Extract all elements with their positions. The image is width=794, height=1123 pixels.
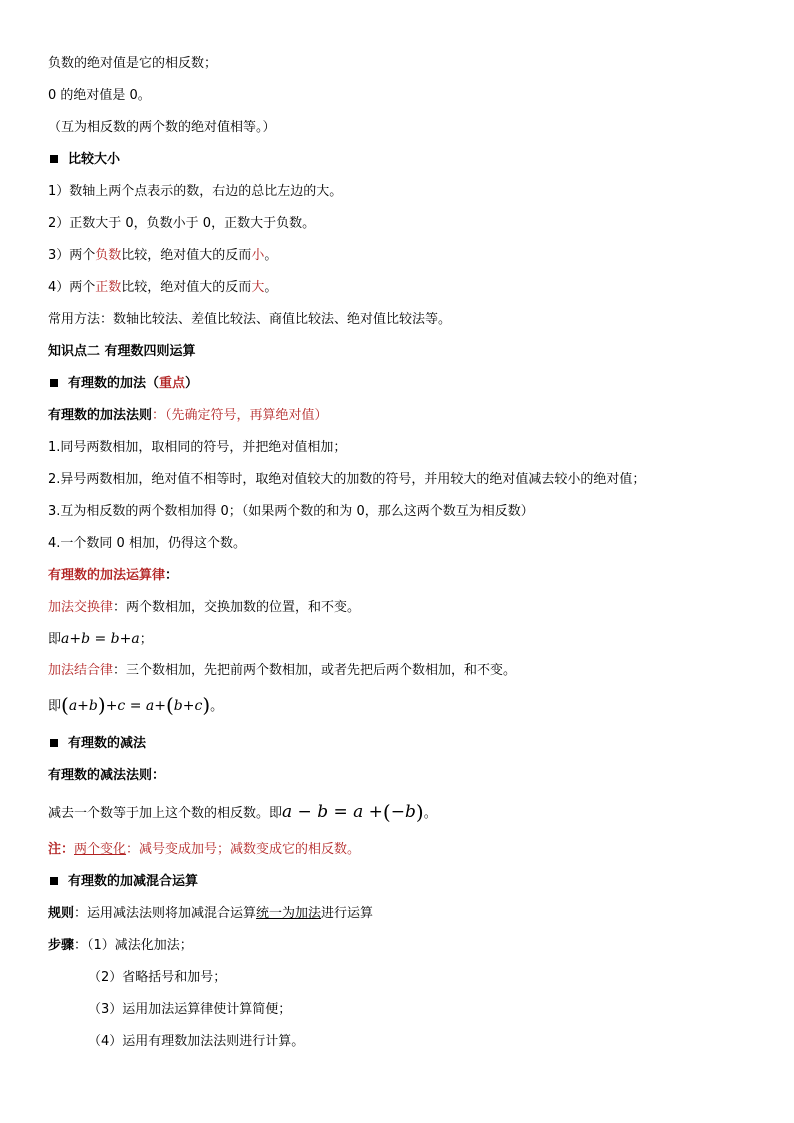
compare-methods: 常用方法：数轴比较法、差值比较法、商值比较法、绝对值比较法等。 xyxy=(48,312,452,327)
heading-addition: 有理数的加法（重点） xyxy=(48,375,198,393)
subtraction-rule-text: 减去一个数等于加上这个数的相反数。即a − b = a +(−b)。 xyxy=(48,800,437,824)
heading-mixed-operations: 有理数的加减混合运算 xyxy=(48,873,198,891)
associative-formula: 即(a+b)+c = a+(b+c)。 xyxy=(48,693,224,717)
commutative-law: 加法交换律：两个数相加，交换加数的位置，和不变。 xyxy=(48,600,361,615)
subtraction-rule-title: 有理数的减法法则： xyxy=(48,768,166,783)
commutative-formula: 即a+b = b+a； xyxy=(48,631,153,647)
mixed-step-2: （2）省略括号和加号； xyxy=(88,970,227,985)
square-bullet-icon xyxy=(50,379,58,387)
mixed-step-4: （4）运用有理数加法法则进行计算。 xyxy=(88,1034,305,1049)
addition-laws-title: 有理数的加法运算律： xyxy=(48,568,179,583)
text-line-abs-opposite: （互为相反数的两个数的绝对值相等。） xyxy=(48,120,276,135)
heading-subtraction: 有理数的减法 xyxy=(48,735,146,753)
subtraction-note: 注：两个变化：减号变成加号；减数变成它的相反数。 xyxy=(48,842,361,857)
associative-law: 加法结合律：三个数相加，先把前两个数相加，或者先把后两个数相加，和不变。 xyxy=(48,663,517,678)
compare-item-2: 2）正数大于 0，负数小于 0，正数大于负数。 xyxy=(48,216,316,231)
square-bullet-icon xyxy=(50,739,58,747)
square-bullet-icon xyxy=(50,877,58,885)
addition-rule-3: 3.互为相反数的两个数相加得 0；（如果两个数的和为 0，那么这两个数互为相反数） xyxy=(48,504,534,519)
text-line-abs-negative: 负数的绝对值是它的相反数； xyxy=(48,56,218,71)
compare-item-1: 1）数轴上两个点表示的数，右边的总比左边的大。 xyxy=(48,184,343,199)
heading-compare: 比较大小 xyxy=(48,151,120,169)
addition-rule-2: 2.异号两数相加，绝对值不相等时，取绝对值较大的加数的符号，并用较大的绝对值减去较小的绝对值； xyxy=(48,472,646,487)
addition-rule-4: 4.一个数同 0 相加，仍得这个数。 xyxy=(48,536,246,551)
mixed-step-1: 步骤：（1）减法化加法； xyxy=(48,938,193,953)
mixed-step-3: （3）运用加法运算律使计算简便； xyxy=(88,1002,292,1017)
mixed-rule: 规则：运用减法法则将加减混合运算统一为加法进行运算 xyxy=(48,906,374,921)
compare-item-4: 4）两个正数比较，绝对值大的反而大。 xyxy=(48,280,278,295)
text-line-abs-zero: 0 的绝对值是 0。 xyxy=(48,88,151,103)
addition-rule-1: 1.同号两数相加，取相同的符号，并把绝对值相加； xyxy=(48,440,347,455)
addition-rule-title: 有理数的加法法则：（先确定符号，再算绝对值） xyxy=(48,408,328,423)
knowledge-point-2-title: 知识点二 有理数四则运算 xyxy=(48,344,196,359)
square-bullet-icon xyxy=(50,155,58,163)
compare-item-3: 3）两个负数比较，绝对值大的反而小。 xyxy=(48,248,278,263)
